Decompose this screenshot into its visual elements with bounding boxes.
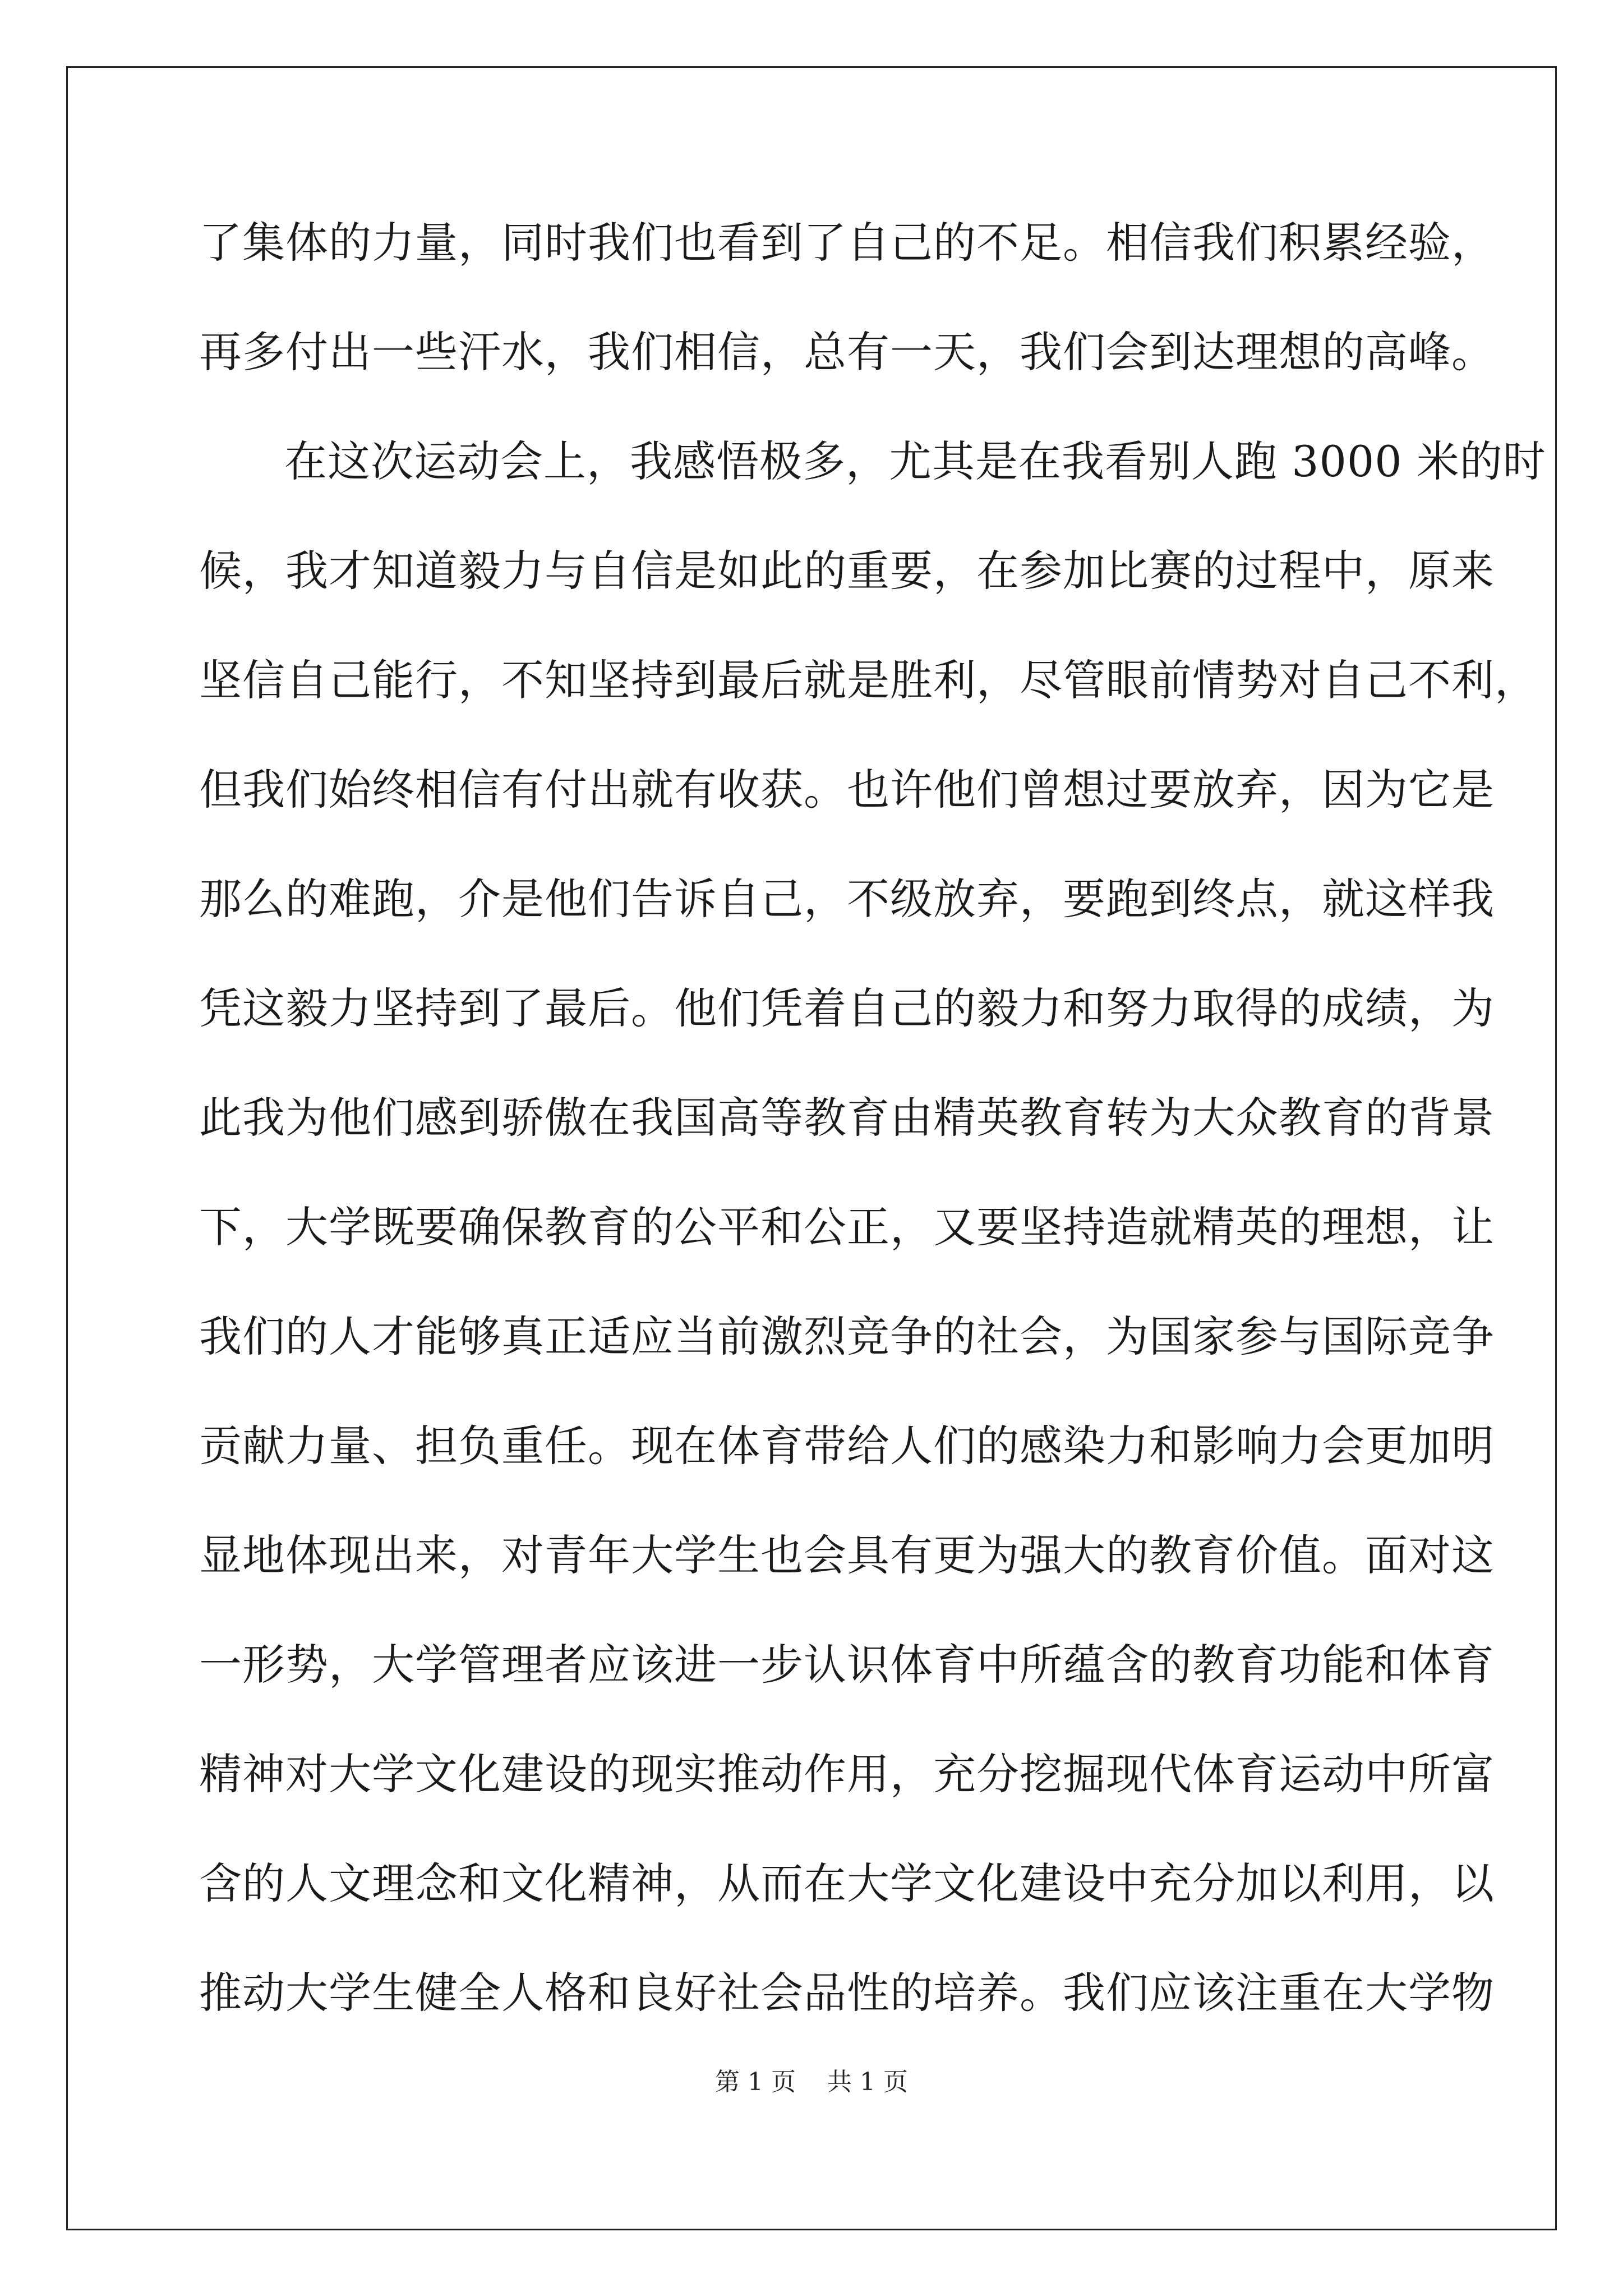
text-line: 候，我才知道毅力与自信是如此的重要，在参加比赛的过程中，原来 bbox=[199, 546, 1495, 596]
text-line: 下，大学既要确保教育的公平和公正，又要坚持造就精英的理想，让 bbox=[199, 1202, 1495, 1252]
page-footer bbox=[0, 2067, 1623, 2098]
page-total: 共 1 页 bbox=[827, 2068, 908, 2096]
text-line: 一形势，大学管理者应该进一步认识体育中所蕴含的教育功能和体育 bbox=[199, 1640, 1495, 1690]
text-line: 贡献力量、担负重任。现在体育带给人们的感染力和影响力会更加明 bbox=[199, 1421, 1495, 1471]
text-line: 那么的难跑，介是他们告诉自己，不级放弃，要跑到终点，就这样我 bbox=[199, 874, 1495, 924]
page-number: 第 1 页 bbox=[715, 2068, 796, 2096]
text-line: 此我为他们感到骄傲在我国高等教育由精英教育转为大众教育的背景 bbox=[199, 1093, 1495, 1143]
text-line: 我们的人才能够真正适应当前激烈竞争的社会，为国家参与国际竞争 bbox=[199, 1312, 1495, 1361]
text-line: 但我们始终相信有付出就有收获。也许他们曾想过要放弃，因为它是 bbox=[199, 765, 1495, 815]
text-line: 坚信自己能行，不知坚持到最后就是胜利，尽管眼前情势对自己不利， bbox=[199, 655, 1538, 705]
text-line: 再多付出一些汗水，我们相信，总有一天，我们会到达理想的高峰。 bbox=[199, 327, 1495, 377]
text-line: 含的人文理念和文化精神，从而在大学文化建设中充分加以利用，以 bbox=[199, 1858, 1495, 1908]
text-line: 精神对大学文化建设的现实推动作用，充分挖掘现代体育运动中所富 bbox=[199, 1749, 1495, 1799]
text-line: 显地体现出来，对青年大学生也会具有更为强大的教育价值。面对这 bbox=[199, 1530, 1495, 1580]
text-line: 推动大学生健全人格和良好社会品性的培养。我们应该注重在大学物 bbox=[199, 1968, 1495, 2018]
text-line: 凭这毅力坚持到了最后。他们凭着自己的毅力和努力取得的成绩，为 bbox=[199, 983, 1495, 1033]
text-line: 了集体的力量，同时我们也看到了自己的不足。相信我们积累经验， bbox=[199, 218, 1495, 268]
paragraph-first-line: 在这次运动会上，我感悟极多，尤其是在我看别人跑 3000 米的时 bbox=[284, 436, 1546, 486]
